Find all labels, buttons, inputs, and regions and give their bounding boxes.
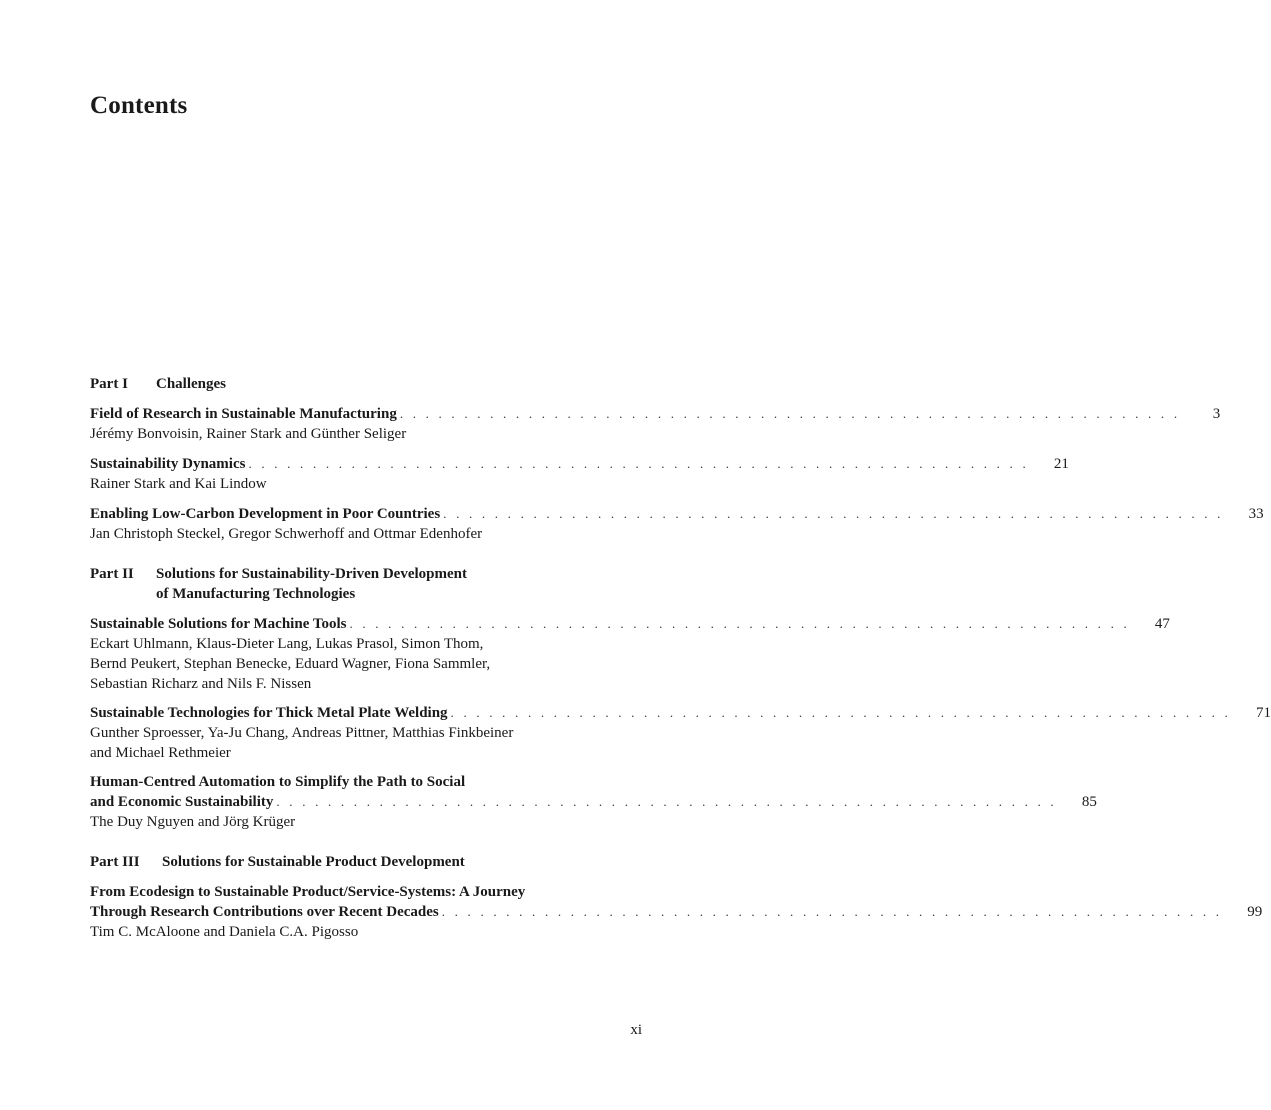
part-number: Part II: [90, 566, 134, 582]
part-number: Part III: [90, 854, 140, 870]
part-heading-2: [90, 564, 570, 604]
entry-authors: The Duy Nguyen and Jörg Krüger: [90, 814, 296, 830]
entry-page-number[interactable]: 3: [1212, 406, 1221, 422]
part-title-continuation: of Manufacturing Technologies: [156, 586, 356, 602]
entry-title-line[interactable]: [90, 902, 1263, 922]
entry-page-number[interactable]: 99: [1247, 904, 1263, 920]
part-title: Challenges: [156, 376, 227, 392]
entry-page-number[interactable]: 85: [1081, 794, 1097, 810]
part-heading-3: [90, 852, 570, 872]
part-title: Solutions for Sustainable Product Development: [162, 854, 465, 870]
entry-authors: and Michael Rethmeier: [90, 745, 231, 761]
entry-title[interactable]: Enabling Low-Carbon Development in Poor Countries: [90, 504, 443, 524]
entry-title-line[interactable]: [90, 404, 1221, 424]
entry-title-line[interactable]: [90, 504, 1264, 524]
entry-title[interactable]: Sustainable Solutions for Machine Tools: [90, 614, 349, 634]
page-title: Contents: [90, 92, 188, 119]
part-heading-1: [90, 374, 570, 394]
entry-title[interactable]: Sustainable Technologies for Thick Metal Plate Welding: [90, 703, 451, 723]
entry-title-first-line[interactable]: Human-Centred Automation to Simplify the Path to Social: [90, 774, 466, 790]
entry-authors: Bernd Peukert, Stephan Benecke, Eduard Wagner, Fiona Sammler,: [90, 656, 491, 672]
part-number: Part I: [90, 376, 128, 392]
entry-authors: Jan Christoph Steckel, Gregor Schwerhoff and Ottmar Edenhofer: [90, 526, 483, 542]
entry-authors: Tim C. McAloone and Daniela C.A. Pigosso: [90, 924, 359, 940]
entry-page-number[interactable]: 71: [1256, 705, 1271, 721]
entry-title[interactable]: Field of Research in Sustainable Manufacturing: [90, 404, 400, 424]
entry-title[interactable]: Sustainability Dynamics: [90, 454, 248, 474]
entry-authors: Sebastian Richarz and Nils F. Nissen: [90, 676, 312, 692]
toc-entry-thick-metal-welding[interactable]: [90, 703, 1271, 763]
entry-page-number[interactable]: 21: [1053, 456, 1069, 472]
entry-title-first-line[interactable]: From Ecodesign to Sustainable Product/Service-Systems: A Journey: [90, 884, 526, 900]
toc-entry-ecodesign-journey[interactable]: [90, 882, 1263, 942]
entry-title-line[interactable]: [90, 792, 1097, 812]
entry-page-number[interactable]: 47: [1154, 616, 1170, 632]
part-title: Solutions for Sustainability-Driven Development: [156, 566, 467, 582]
toc-entry-machine-tools[interactable]: [90, 614, 1170, 694]
toc-entry-field-of-research[interactable]: [90, 404, 1221, 444]
entry-title[interactable]: Through Research Contributions over Recent Decades: [90, 902, 442, 922]
dot-leader: . . . . . . . . . . . . . . . . . . . . . . . . . . . . . . . . . . . . . . . . . . . . . . . . . . . . . . . . . . . . .: [441, 904, 1223, 919]
toc-entry-low-carbon[interactable]: [90, 504, 1264, 544]
entry-title-line[interactable]: [90, 703, 1271, 723]
entry-title[interactable]: and Economic Sustainability: [90, 792, 276, 812]
dot-leader: . . . . . . . . . . . . . . . . . . . . . . . . . . . . . . . . . . . . . . . . . . . . . . . . . . . . . . . . . . . . .: [248, 456, 1029, 471]
dot-leader: . . . . . . . . . . . . . . . . . . . . . . . . . . . . . . . . . . . . . . . . . . . . . . . . . . . . . . . . . . . . .: [399, 406, 1181, 421]
entry-title-line[interactable]: [90, 614, 1170, 634]
entry-title-line[interactable]: [90, 454, 1069, 474]
toc-entry-sustainability-dynamics[interactable]: [90, 454, 1069, 494]
entry-authors: Jérémy Bonvoisin, Rainer Stark and Günther Seliger: [90, 426, 407, 442]
dot-leader: . . . . . . . . . . . . . . . . . . . . . . . . . . . . . . . . . . . . . . . . . . . . . . . . . . . . . . . . . . . . .: [276, 794, 1057, 809]
entry-authors: Rainer Stark and Kai Lindow: [90, 476, 267, 492]
dot-leader: . . . . . . . . . . . . . . . . . . . . . . . . . . . . . . . . . . . . . . . . . . . . . . . . . . . . . . . . . . . . .: [443, 506, 1224, 521]
dot-leader: . . . . . . . . . . . . . . . . . . . . . . . . . . . . . . . . . . . . . . . . . . . . . . . . . . . . . . . . . . . . .: [450, 705, 1231, 720]
dot-leader: . . . . . . . . . . . . . . . . . . . . . . . . . . . . . . . . . . . . . . . . . . . . . . . . . . . . . . . . . . . . .: [349, 616, 1130, 631]
entry-authors: Gunther Sproesser, Ya-Ju Chang, Andreas Pittner, Matthias Finkbeiner: [90, 725, 514, 741]
page-folio: xi: [630, 1022, 642, 1038]
toc-entry-human-centred-automation[interactable]: [90, 772, 1097, 832]
entry-page-number[interactable]: 33: [1248, 506, 1264, 522]
entry-authors: Eckart Uhlmann, Klaus-Dieter Lang, Lukas Prasol, Simon Thom,: [90, 636, 484, 652]
